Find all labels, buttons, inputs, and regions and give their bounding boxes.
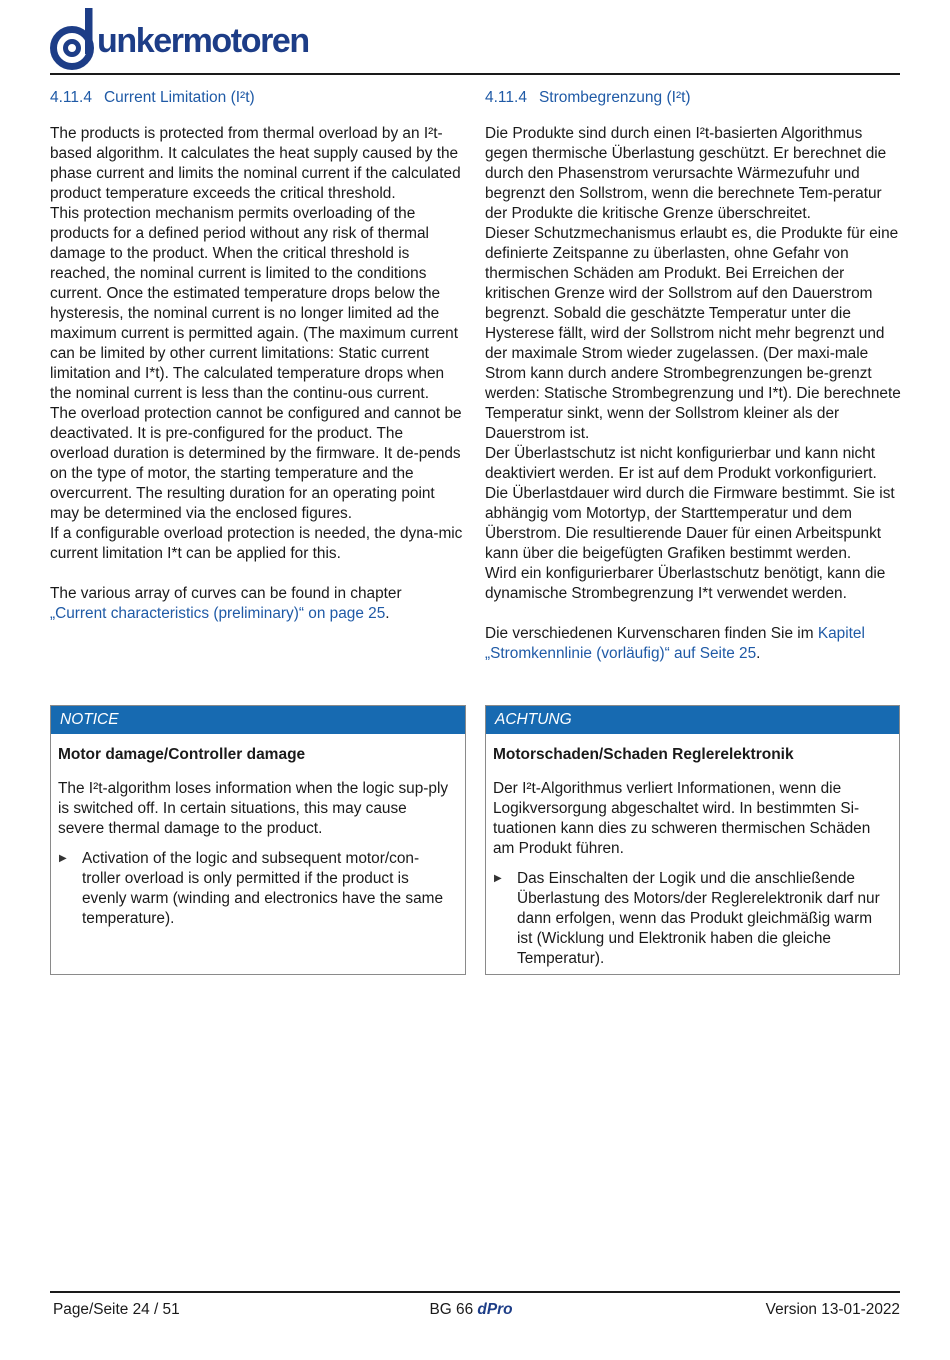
paragraph: If a configurable overload protection is needed, the dyna-mic current limitation I*t can be applied for this. bbox=[50, 525, 463, 562]
triangle-bullet-icon: ▶ bbox=[59, 853, 67, 864]
notice-list-item bbox=[493, 869, 891, 969]
chapter-reference-de bbox=[485, 624, 901, 664]
paragraph: Der Überlastschutz ist nicht konfigurierbar und kann nicht deaktiviert werden. Er ist auf dem Produkt vorkonfiguriert. Die Überlastdauer wird durch die Firmware bestimmt. Sie ist abhängig vom Motortyp, der Starttemperatur und dem Überstrom. Die resultierende Dauer für einen Arbeitspunkt kann über die beigefügten Grafiken bestimmt werden. bbox=[485, 445, 895, 562]
notice-label: ACHTUNG bbox=[486, 706, 899, 734]
section-heading-en bbox=[50, 86, 466, 110]
section-title: Current Limitation (I²t) bbox=[103, 89, 255, 106]
notice-box-de bbox=[485, 705, 900, 975]
chapter-link[interactable]: „Current characteristics (preliminary)“ on page 25 bbox=[50, 605, 386, 622]
logo-wordmark: unkermotoren bbox=[97, 22, 309, 60]
product-brand: dPro bbox=[477, 1301, 513, 1318]
english-column bbox=[50, 86, 466, 624]
body-text-en bbox=[50, 124, 466, 564]
paragraph: The products is protected from thermal overload by an I²t-based algorithm. It calculates the heat supply caused by the phase current and limits the nominal current if the calculated product temperature exceeds the critical threshold. bbox=[50, 125, 461, 202]
reference-chapter-word: Kapitel bbox=[817, 625, 865, 642]
product-prefix: BG 66 bbox=[429, 1301, 474, 1318]
version-label: Version 13-01-2022 bbox=[765, 1301, 900, 1318]
chapter-reference-en bbox=[50, 584, 466, 624]
notice-item-text: Das Einschalten der Logik und die anschließende Überlastung des Motors/der Reglerelektronik darf nur dann erfolgen, wenn das Produkt gleichmäßig warm ist (Wicklung und Elektronik haben die gleiche Temperatur). bbox=[517, 870, 880, 967]
logo-d-icon bbox=[50, 8, 96, 70]
reference-suffix: . bbox=[385, 605, 390, 622]
notice-text: Der I²t-Algorithmus verliert Informationen, wenn die Logikversorgung abgeschaltet wird. In bestimmten Si-tuationen kann dies zu schweren thermischen Schäden am Produkt führen. bbox=[493, 780, 871, 857]
section-heading-de bbox=[485, 86, 901, 110]
section-number: 4.11.4 bbox=[50, 89, 92, 106]
notice-box-en bbox=[50, 705, 466, 975]
paragraph: Die Produkte sind durch einen I²t-basierten Algorithmus gegen thermische Überlastung geschützt. Er berechnet die durch den Phasenstrom verursachte Wärmezufuhr und begrenzt den Sollstrom, wenn die berechnete Tem-peratur der Produkte die kritische Grenze überschreitet. bbox=[485, 125, 887, 222]
page-header bbox=[50, 6, 900, 74]
triangle-bullet-icon: ▶ bbox=[494, 873, 502, 884]
paragraph: Dieser Schutzmechanismus erlaubt es, die Produkte für eine definierte Zeitspanne zu überlasten, ohne Gefahr von thermischen Schäden am Produkt. Bei Erreichen der kritischen Grenze wird der Sollstrom auf den Dauerstrom begrenzt. Sobald die geschätzte Temperatur unter die Hysterese fällt, wird der Sollstrom nicht mehr begrenzt und der maximale Strom wieder zugelassen. (Der maxi-male Strom kann durch andere Strombegrenzungen be-grenzt werden: Statische Strombegrenzung und I*t). Die berechnete Temperatur sinkt, wenn der Sollstrom kleiner als der Dauerstrom ist. bbox=[485, 225, 901, 442]
paragraph: Wird ein konfigurierbarer Überlastschutz benötigt, kann die dynamische Strombegrenzung I*t verwendet werden. bbox=[485, 565, 886, 602]
notice-item-text: Activation of the logic and subsequent motor/con-troller overload is only permitted if the product is evenly warm (winding and electronics have the same temperature). bbox=[82, 850, 444, 927]
notice-list-item bbox=[58, 849, 457, 929]
german-column bbox=[485, 86, 901, 664]
notice-title: Motorschaden/Schaden Reglerelektronik bbox=[493, 746, 794, 763]
section-number: 4.11.4 bbox=[485, 89, 527, 106]
notice-label: NOTICE bbox=[51, 706, 465, 734]
header-divider bbox=[50, 73, 900, 75]
notice-title: Motor damage/Controller damage bbox=[58, 746, 306, 763]
paragraph: This protection mechanism permits overloading of the products for a defined period without any risk of thermal damage to the product. When the critical threshold is reached, the nominal current is limited to the conditions current. Once the estimated temperature drops below the hysteresis, the nominal current is no longer limited ad the maximum current is permitted again. (The maximum current can be limited by other current limitations: Static current limitation and I*t). The calculated temperature drops when the nominal current is less than the continu-ous current. bbox=[50, 205, 458, 402]
reference-prefix: Die verschiedenen Kurvenscharen finden Sie im bbox=[485, 625, 814, 642]
footer-divider bbox=[50, 1291, 900, 1293]
reference-chapter-word: chapter bbox=[350, 585, 402, 602]
chapter-link[interactable]: „Stromkennlinie (vorläufig)“ auf Seite 25 bbox=[485, 645, 757, 662]
notice-text: The I²t-algorithm loses information when the logic sup-ply is switched off. In certain situations, this may cause severe thermal damage to the product. bbox=[58, 780, 449, 837]
reference-suffix: . bbox=[756, 645, 761, 662]
section-title: Strombegrenzung (I²t) bbox=[538, 89, 691, 106]
body-text-de bbox=[485, 124, 901, 604]
dunkermotoren-logo bbox=[50, 6, 309, 70]
reference-prefix: The various array of curves can be found in bbox=[50, 585, 346, 602]
paragraph: The overload protection cannot be configured and cannot be deactivated. It is pre-configured for the product. The overload duration is determined by the firmware. It de-pends on the type of motor, the starting temperature and the overcurrent. The resulting duration for an operating point may be determined via the enclosed figures. bbox=[50, 405, 462, 522]
page-number: Page/Seite 24 / 51 bbox=[53, 1301, 180, 1318]
